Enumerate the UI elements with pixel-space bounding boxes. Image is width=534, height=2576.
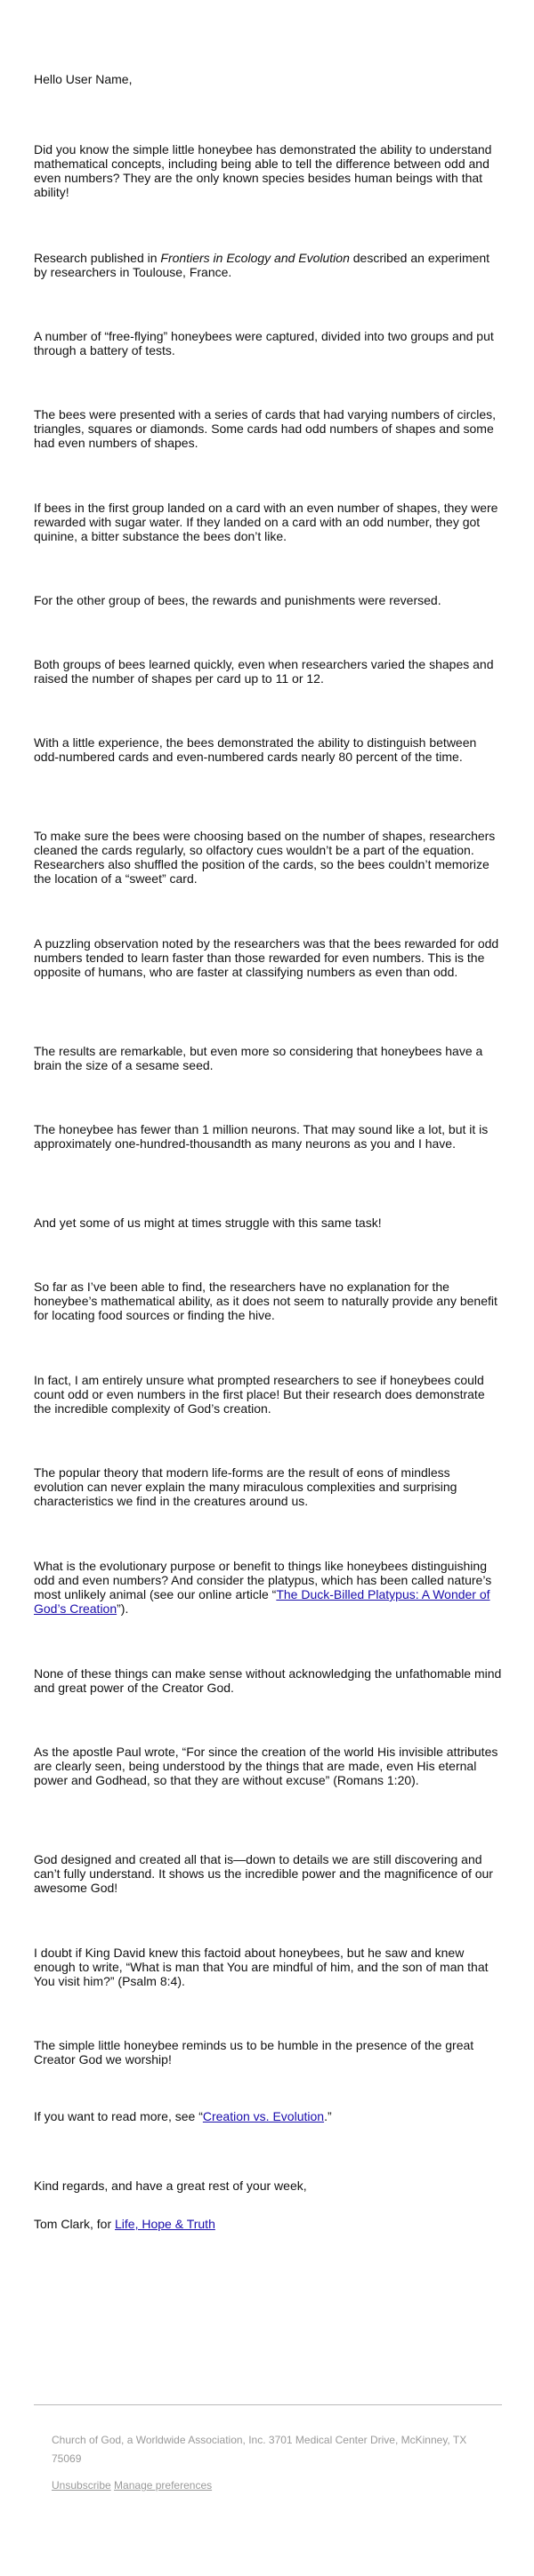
creation-vs-evolution-link[interactable]: Creation vs. Evolution: [202, 2109, 325, 2123]
paragraph-olfactory: To make sure the bees were choosing based on the number of shapes, researchers cleaned the cards regularly, so olfactory cues wouldn’t be a part of the equation. Researchers also shuffled the position of the cards, so the bees couldn’t memorize the location of a “sweet” card.: [34, 829, 496, 886]
manage-preferences-link[interactable]: Manage preferences: [114, 2479, 213, 2492]
unsubscribe-link[interactable]: Unsubscribe: [52, 2479, 111, 2492]
paragraph-read-more: If you want to read more, see “Creation vs. Evolution.”: [34, 2109, 332, 2123]
paragraph-experience: With a little experience, the bees demonstrated the ability to distinguish between odd-numbered cards and even-numbered cards nearly 80 percent of the time.: [34, 735, 477, 764]
paragraph-no-explanation: So far as I’ve been able to find, the researchers have no explanation for the honeybee’s mathematical ability, as it does not seem to naturally provide any benefit for locating food sources or finding the hive.: [34, 1280, 498, 1322]
paragraph-humble: The simple little honeybee reminds us to be humble in the presence of the great Creator God we worship!: [34, 2038, 474, 2066]
journal-title: Frontiers in Ecology and Evolution: [160, 251, 350, 265]
paragraph-neurons: The honeybee has fewer than 1 million neurons. That may sound like a lot, but it is approximately one-hundred-thousandth as many neurons as you and I have.: [34, 1122, 489, 1151]
platypus-article-link[interactable]: The Duck-Billed Platypus: A Wonder of God’s Creation: [34, 1587, 490, 1616]
paragraph-platypus: What is the evolutionary purpose or benefit to things like honeybees distinguishing odd and even numbers? And consider the platypus, which has been called nature’s most unlikely animal (see our online article “The Duck-Billed Platypus: A Wonder of God’s Creation”).: [34, 1559, 492, 1616]
paragraph-research: Research published in Frontiers in Ecology and Evolution described an experiment by researchers in Toulouse, France.: [34, 251, 490, 279]
paragraph-evolution: The popular theory that modern life-forms are the result of eons of mindless evolution can never explain the many miraculous complexities and surprising characteristics we find in the creatures around us.: [34, 1465, 457, 1508]
paragraph-capture: A number of “free-flying” honeybees were captured, divided into two groups and put through a battery of tests.: [34, 329, 494, 357]
paragraph-learned: Both groups of bees learned quickly, even when researchers varied the shapes and raised the number of shapes per card up to 11 or 12.: [34, 657, 494, 686]
paragraph-struggle: And yet some of us might at times struggle with this same task!: [34, 1216, 382, 1230]
footer-divider: [34, 2404, 502, 2405]
life-hope-truth-link[interactable]: Life, Hope & Truth: [115, 2217, 215, 2231]
paragraph-first-group: If bees in the first group landed on a card with an even number of shapes, they were rewarded with sugar water. If they landed on a card with an odd number, they got quinine, a bitter substance the bees don’t like.: [34, 501, 498, 543]
paragraph-puzzling: A puzzling observation noted by the researchers was that the bees rewarded for odd numbers tended to learn faster than those rewarded for even numbers. This is the opposite of humans, who are faster at classifying numbers as even than odd.: [34, 936, 499, 979]
paragraph-other-group: For the other group of bees, the rewards and punishments were reversed.: [34, 593, 441, 607]
paragraph-psalm: I doubt if King David knew this factoid about honeybees, but he saw and knew enough to write, “What is man that You are mindful of him, and the son of man that You visit him?” (Psalm 8:4).: [34, 1946, 489, 1988]
paragraph-designed: God designed and created all that is—down to details we are still discovering and can’t fully understand. It shows us the incredible power and the magnificence of our awesome God!: [34, 1852, 493, 1895]
greeting: Hello User Name,: [34, 72, 133, 86]
paragraph-romans: As the apostle Paul wrote, “For since the creation of the world His invisible attributes are clearly seen, being understood by the things that are made, even His eternal power and Godhead, so that they are without excuse” (Romans 1:20).: [34, 1745, 498, 1787]
paragraph-regards: Kind regards, and have a great rest of your week,: [34, 2179, 307, 2193]
paragraph-cards: The bees were presented with a series of cards that had varying numbers of circles, triangles, squares or diamonds. Some cards had odd numbers of shapes and some had even numbers of shapes.: [34, 407, 497, 450]
signature: Tom Clark, for Life, Hope & Truth: [34, 2217, 215, 2231]
paragraph-intro: Did you know the simple little honeybee has demonstrated the ability to understand mathematical concepts, including being able to tell the difference between odd and even numbers? They are the only known species besides human beings with that ability!: [34, 142, 492, 199]
paragraph-sesame: The results are remarkable, but even more so considering that honeybees have a brain the size of a sesame seed.: [34, 1044, 483, 1072]
footer-links: [52, 2479, 484, 2492]
paragraph-complexity: In fact, I am entirely unsure what prompted researchers to see if honeybees could count odd or even numbers in the first place! But their research does demonstrate the incredible complexity of God’s creation.: [34, 1373, 485, 1416]
paragraph-creator: None of these things can make sense without acknowledging the unfathomable mind and great power of the Creator God.: [34, 1666, 502, 1695]
footer-address: Church of God, a Worldwide Association, Inc. 3701 Medical Center Drive, McKinney, TX 75069: [52, 2434, 467, 2465]
